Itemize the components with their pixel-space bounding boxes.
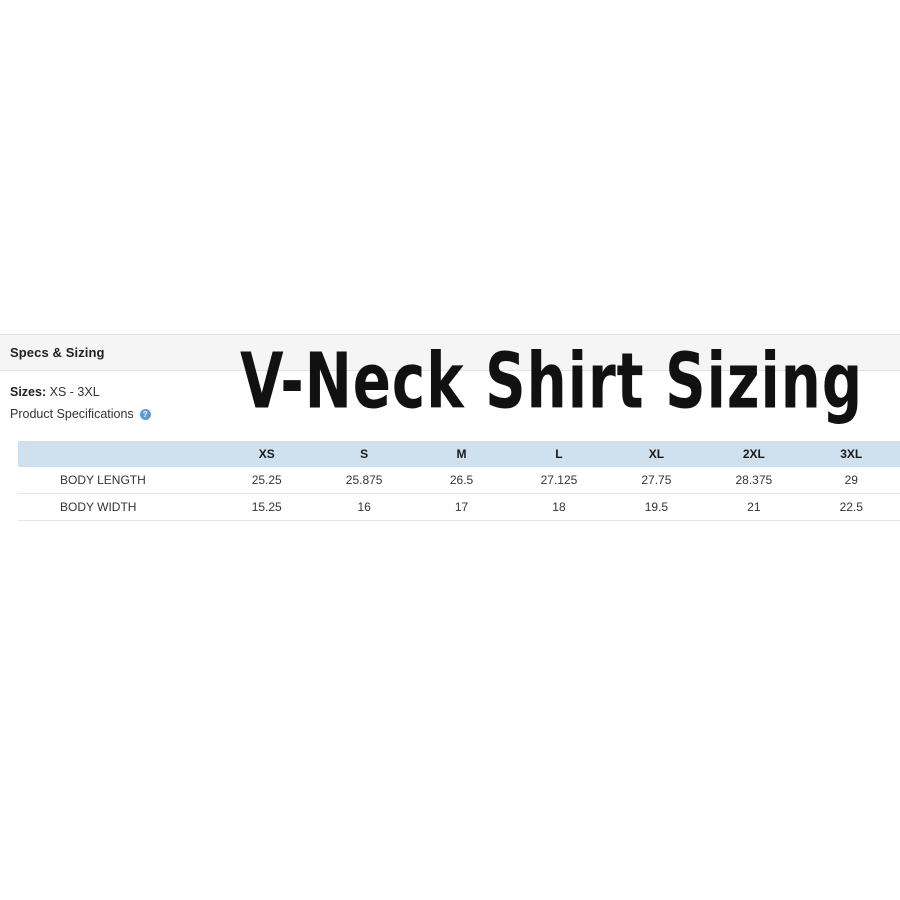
column-header-m: M [413,441,510,467]
cell-body-length-2xl: 28.375 [705,467,802,494]
column-header-xl: XL [608,441,705,467]
product-specifications-label: Product Specifications [10,407,134,421]
row-label-body-length: BODY LENGTH [18,467,218,494]
cell-body-width-l: 18 [510,494,607,521]
cell-body-width-xl: 19.5 [608,494,705,521]
cell-body-length-xl: 27.75 [608,467,705,494]
column-header-2xl: 2XL [705,441,802,467]
cell-body-width-xs: 15.25 [218,494,315,521]
cell-body-length-m: 26.5 [413,467,510,494]
cell-body-width-m: 17 [413,494,510,521]
top-whitespace [0,0,900,334]
row-label-body-width: BODY WIDTH [18,494,218,521]
sizing-graphic-headline: V-Neck Shirt Sizing [240,336,864,427]
table-row [18,467,900,494]
size-chart-table [18,441,900,521]
column-header-l: L [510,441,607,467]
sizes-value: XS - 3XL [49,385,100,399]
cell-body-width-3xl: 22.5 [803,494,900,521]
table-corner-cell [18,441,218,467]
size-chart-container [0,441,900,521]
size-chart-head [18,441,900,467]
table-row [18,494,900,521]
cell-body-width-2xl: 21 [705,494,802,521]
sizes-label: Sizes: [10,385,47,399]
cell-body-length-xs: 25.25 [218,467,315,494]
cell-body-width-s: 16 [315,494,412,521]
size-chart-body [18,467,900,521]
column-header-xs: XS [218,441,315,467]
column-header-3xl: 3XL [803,441,900,467]
cell-body-length-3xl: 29 [803,467,900,494]
cell-body-length-s: 25.875 [315,467,412,494]
table-header-row [18,441,900,467]
page-title: Specs & Sizing [10,345,105,360]
column-header-s: S [315,441,412,467]
help-icon[interactable]: ? [140,409,151,420]
cell-body-length-l: 27.125 [510,467,607,494]
